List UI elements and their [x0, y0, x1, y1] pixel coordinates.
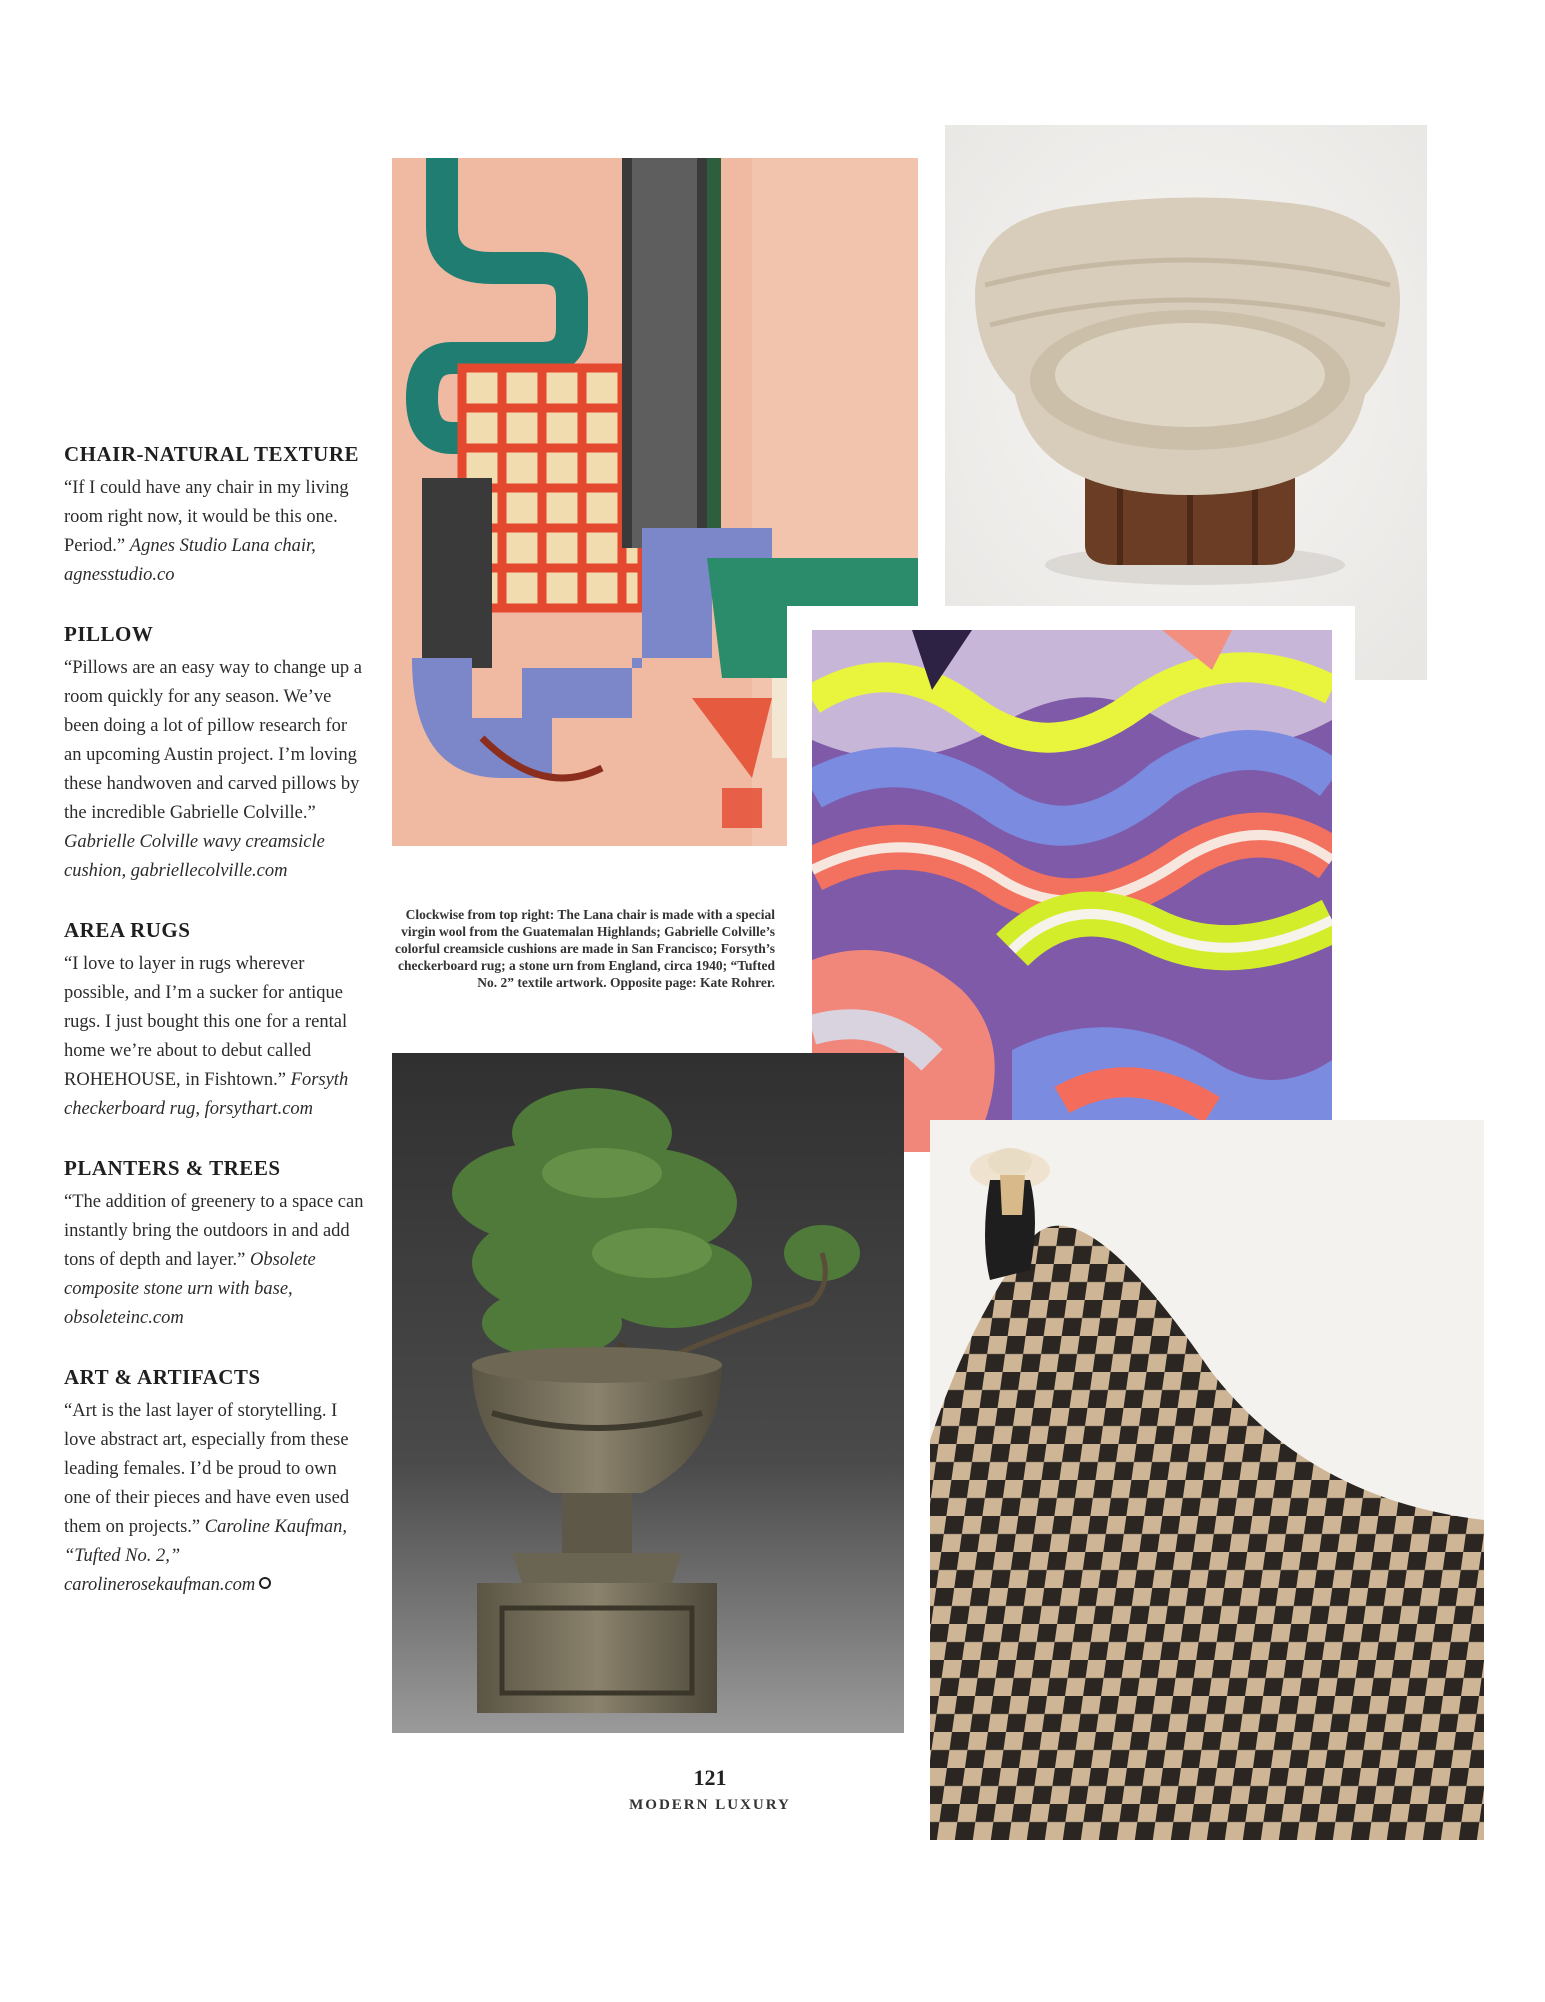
section-quote: “The addition of greenery to a space can instantly bring the outdoors in and add tons of depth and layer.” [64, 1192, 364, 1270]
section-heading: PLANTERS & TREES [64, 1156, 281, 1180]
section-chair [64, 440, 364, 590]
checkerboard-rug-photo [930, 1120, 1484, 1840]
section-body [64, 474, 364, 590]
section-pillow [64, 620, 364, 886]
section-credit: Forsyth checkerboard rug, forsythart.com [64, 1070, 349, 1119]
section-quote: “Art is the last layer of storytelling. I love abstract art, especially from these leading females. I’d be proud to own one of their pieces and have even used them on projects.” [64, 1401, 350, 1537]
photo-caption: Clockwise from top right: The Lana chair is made with a special virgin wool from the Guatemalan Highlands; Gabrielle Colville’s colorful creamsicle cushions are made in San Francisco; Forsyth’s checkerboard rug; a stone urn from England, circa 1940; “Tufted No. 2” textile artwork. Opposite page: Kate Rohrer. [395, 907, 775, 990]
section-planters [64, 1154, 364, 1333]
magazine-name: MODERN LUXURY [629, 1797, 791, 1813]
section-heading: ART & ARTIFACTS [64, 1365, 261, 1389]
section-quote: “Pillows are an easy way to change up a room quickly for any season. We’ve been doing a lot of pillow research for an upcoming Austin project. I’m loving these handwoven and carved pillows by the incredible Gabrielle Colville.” [64, 658, 362, 823]
page-folio [620, 1765, 800, 1814]
section-heading: AREA RUGS [64, 918, 191, 942]
section-body [64, 1188, 364, 1333]
section-area-rugs [64, 916, 364, 1124]
article-sidebar [64, 440, 364, 1630]
section-credit: Obsolete composite stone urn with base, obsoleteinc.com [64, 1250, 316, 1328]
section-credit: Caroline Kaufman, “Tufted No. 2,” carolinerosekaufman.com [64, 1517, 347, 1595]
section-heading: PILLOW [64, 622, 154, 646]
page-number: 121 [693, 1765, 727, 1790]
urn-illustration [392, 1053, 904, 1733]
section-heading: CHAIR-NATURAL TEXTURE [64, 442, 360, 466]
section-body [64, 654, 364, 886]
checkerboard-rug-illustration [930, 1120, 1484, 1840]
section-credit: Agnes Studio Lana chair, agnesstudio.co [64, 536, 316, 585]
section-body [64, 1397, 364, 1600]
lana-chair-photo [945, 125, 1427, 680]
section-quote: “I love to layer in rugs wherever possible, and I’m a sucker for antique rugs. I just bought this one for a rental home we’re about to debut called ROHEHOUSE, in Fishtown.” [64, 954, 348, 1090]
section-credit: Gabrielle Colville wavy creamsicle cushion, gabriellecolville.com [64, 832, 325, 881]
section-quote: “If I could have any chair in my living room right now, it would be this one. Period.” [64, 478, 349, 556]
section-art [64, 1363, 364, 1600]
stone-urn-photo [392, 1053, 904, 1733]
section-body [64, 950, 364, 1124]
chair-illustration [945, 125, 1427, 680]
end-mark-icon [259, 1577, 271, 1589]
